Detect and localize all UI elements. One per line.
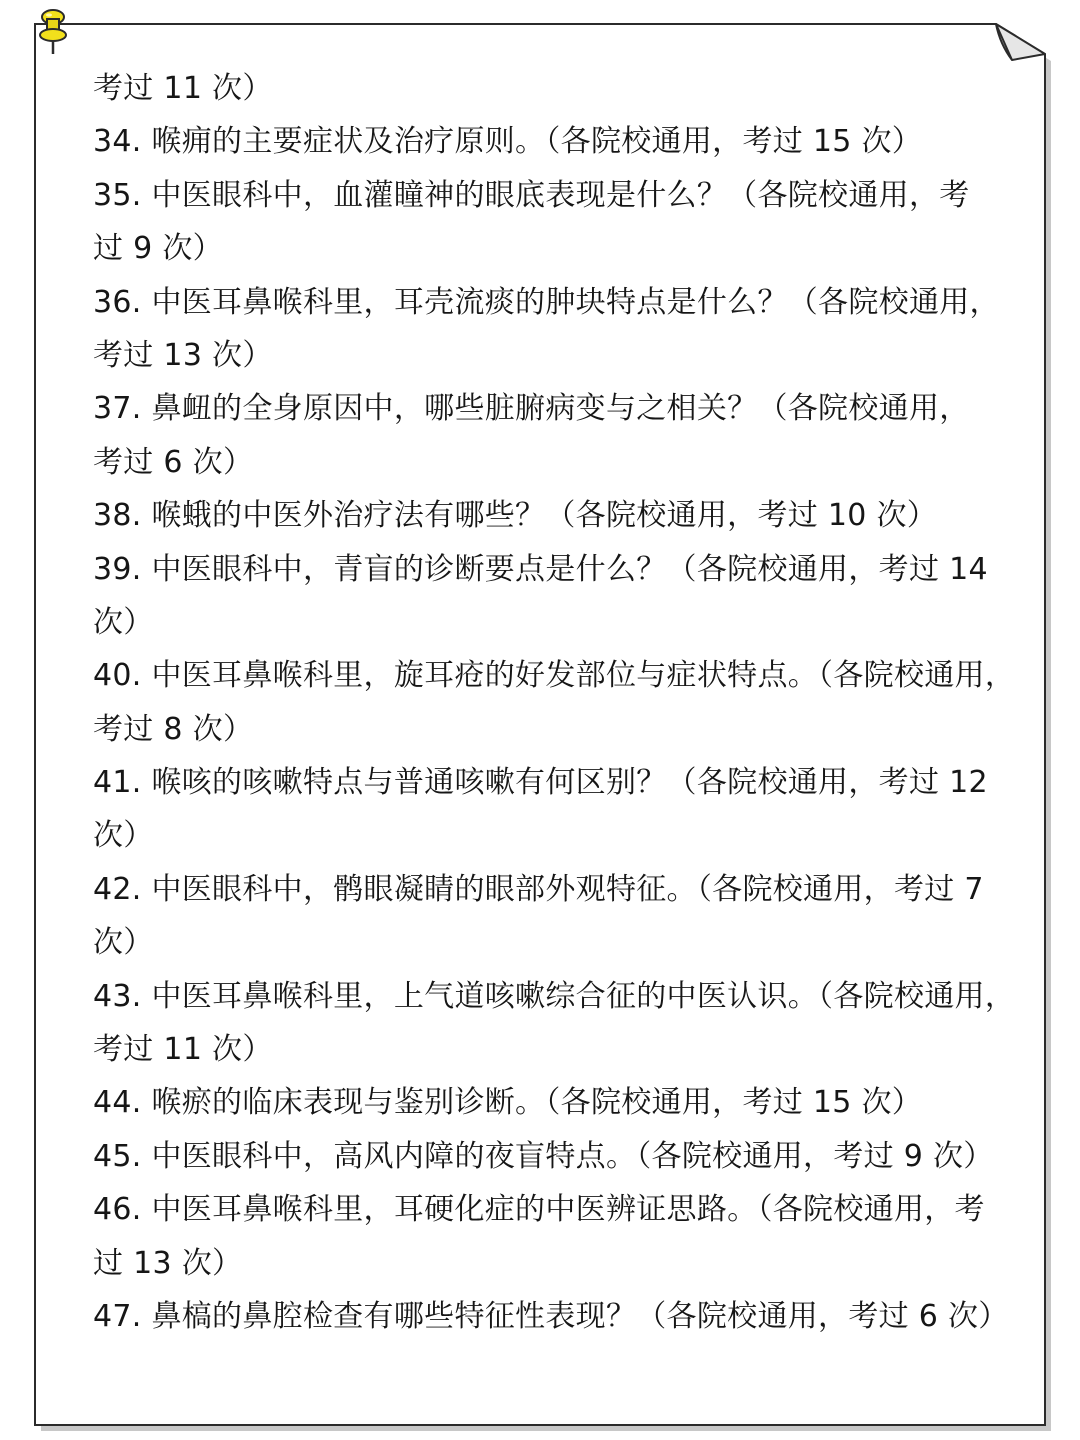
text-line: 45. 中医眼科中，高风内障的夜盲特点。（各院校通用，考过 9 次）	[93, 1138, 994, 1174]
text-line: 次）	[93, 925, 154, 961]
text-line: 47. 鼻槁的鼻腔检查有哪些特征性表现？（各院校通用，考过 6 次）	[93, 1298, 1009, 1334]
text-line: 40. 中医耳鼻喉科里，旋耳疮的好发部位与症状特点。（各院校通用，	[93, 658, 1016, 694]
text-line: 39. 中医眼科中，青盲的诊断要点是什么？（各院校通用，考过 14	[93, 551, 988, 587]
text-line: 过 13 次）	[93, 1245, 243, 1281]
pushpin-icon	[36, 6, 72, 56]
text-line: 37. 鼻衄的全身原因中，哪些脏腑病变与之相关？（各院校通用，	[93, 391, 970, 427]
text-line: 42. 中医眼科中，鹘眼凝睛的眼部外观特征。（各院校通用，考过 7	[93, 871, 984, 907]
text-line: 考过 6 次）	[93, 444, 254, 480]
text-line: 34. 喉痈的主要症状及治疗原则。（各院校通用，考过 15 次）	[93, 124, 923, 160]
text-line: 35. 中医眼科中，血灌瞳神的眼底表现是什么？（各院校通用，考	[93, 177, 970, 213]
question-list	[93, 62, 1016, 1343]
text-line: 41. 喉咳的咳嗽特点与普通咳嗽有何区别？（各院校通用，考过 12	[93, 765, 988, 801]
text-line: 次）	[93, 604, 154, 640]
text-line: 考过 8 次）	[93, 711, 254, 747]
text-line: 36. 中医耳鼻喉科里，耳壳流痰的肿块特点是什么？（各院校通用，	[93, 284, 1000, 320]
text-line: 46. 中医耳鼻喉科里，耳硬化症的中医辨证思路。（各院校通用，考	[93, 1192, 985, 1228]
text-line: 次）	[93, 818, 154, 854]
text-line: 考过 13 次）	[93, 337, 273, 373]
text-line: 43. 中医耳鼻喉科里，上气道咳嗽综合征的中医认识。（各院校通用，	[93, 978, 1016, 1014]
text-line: 44. 喉瘀的临床表现与鉴别诊断。（各院校通用，考过 15 次）	[93, 1085, 923, 1121]
text-line: 考过 11 次）	[93, 71, 273, 106]
text-line: 考过 11 次）	[93, 1032, 273, 1068]
text-line: 38. 喉蛾的中医外治疗法有哪些？（各院校通用，考过 10 次）	[93, 498, 938, 534]
text-line: 过 9 次）	[93, 231, 223, 267]
